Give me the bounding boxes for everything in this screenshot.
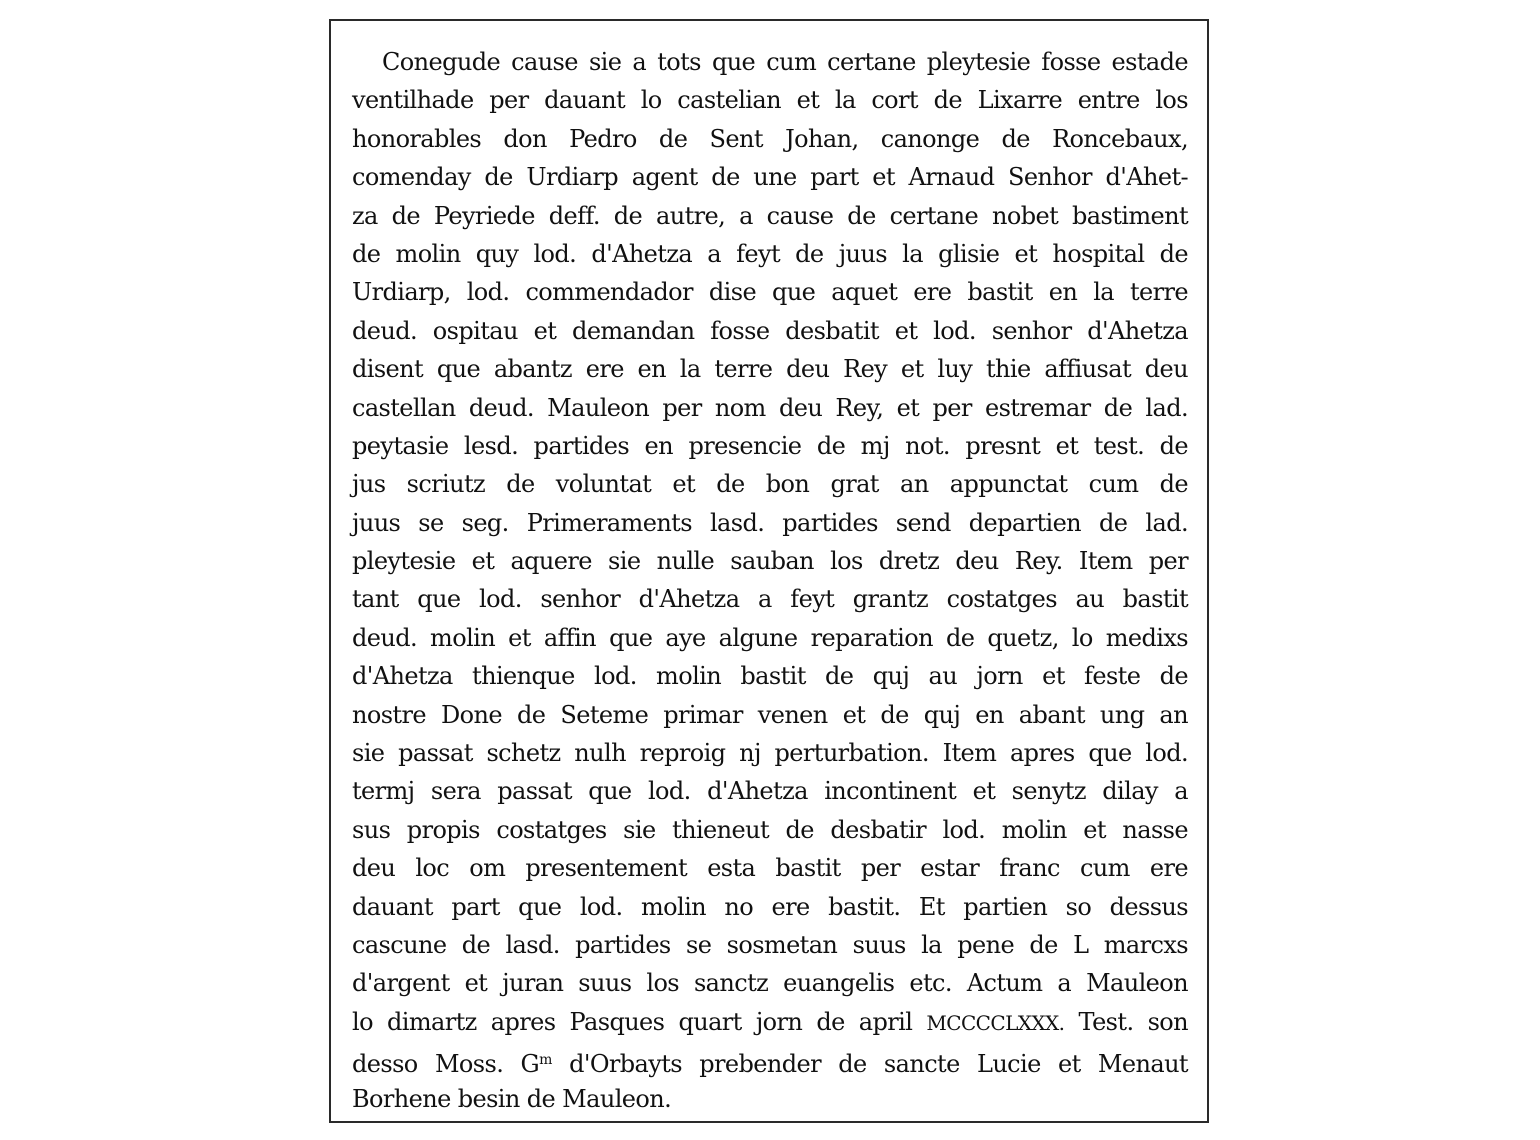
text-line: jus scriutz de voluntat et de bon grat an appunctat cum de <box>352 470 1188 499</box>
text-line: deud. molin et affin que aye algune reparation de quetz, lo medixs <box>352 623 1188 652</box>
witness-text-before: desso Moss. G <box>352 1050 540 1079</box>
document-text <box>352 43 1188 1118</box>
text-line: ventilhade per dauant lo castelian et la cort de Lixarre entre los <box>352 86 1188 115</box>
text-line: nostre Done de Seteme primar venen et de quj en abant ung an <box>352 700 1188 729</box>
superscript-abbrev: m <box>539 1052 552 1069</box>
date-text-before: lo dimartz apres Pasques quart jorn de april <box>352 1007 927 1036</box>
text-line: de molin quy lod. d'Ahetza a feyt de juus la glisie et hospital de <box>352 239 1188 268</box>
witness-text-after: d'Orbayts prebender de sancte Lucie et Menaut <box>551 1050 1188 1079</box>
text-line: cascune de lasd. partides se sosmetan suus la pene de L marcxs <box>352 930 1188 959</box>
text-line: d'argent et juran suus los sanctz euangelis etc. Actum a Mauleon <box>352 969 1188 998</box>
text-line: termj sera passat que lod. d'Ahetza incontinent et senytz dilay a <box>352 777 1188 806</box>
text-line: deud. ospitau et demandan fosse desbatit et lod. senhor d'Ahetza <box>352 316 1188 345</box>
text-line: tant que lod. senhor d'Ahetza a feyt grantz costatges au bastit <box>352 585 1188 614</box>
text-line-witnesses <box>352 1041 1188 1079</box>
text-line: Conegude cause sie a tots que cum certane pleytesie fosse estade <box>382 48 1188 76</box>
text-line: d'Ahetza thienque lod. molin bastit de quj au jorn et feste de <box>352 662 1188 691</box>
text-line: disent que abantz ere en la terre deu Rey et luy thie affiusat deu <box>352 355 1188 384</box>
text-line: Urdiarp, lod. commendador dise que aquet ere bastit en la terre <box>352 278 1188 307</box>
text-line-final: Borhene besin de Mauleon. <box>352 1084 672 1113</box>
text-line: dauant part que lod. molin no ere bastit. Et partien so dessus <box>352 892 1188 921</box>
date-text-after: Test. son <box>1064 1007 1188 1036</box>
text-line: peytasie lesd. partides en presencie de mj not. presnt et test. de <box>352 431 1188 460</box>
text-line: honorables don Pedro de Sent Johan, canonge de Roncebaux, <box>352 124 1188 153</box>
text-line: sie passat schetz nulh reproig nj perturbation. Item apres que lod. <box>352 739 1188 768</box>
text-line: deu loc om presentement esta bastit per estar franc cum ere <box>352 854 1188 883</box>
text-line: comenday de Urdiarp agent de une part et Arnaud Senhor d'Ahet- <box>352 163 1188 192</box>
roman-year: MCCCCLXXX. <box>926 1010 1065 1035</box>
text-line: za de Peyriede deff. de autre, a cause de certane nobet bastiment <box>352 201 1188 230</box>
text-line: juus se seg. Primeraments lasd. partides send departien de lad. <box>352 508 1188 537</box>
document-frame <box>329 19 1209 1123</box>
text-line: sus propis costatges sie thieneut de desbatir lod. molin et nasse <box>352 815 1188 844</box>
text-line: castellan deud. Mauleon per nom deu Rey, et per estremar de lad. <box>352 393 1188 422</box>
text-line: pleytesie et aquere sie nulle sauban los dretz deu Rey. Item per <box>352 547 1188 576</box>
text-line-date <box>352 1003 1188 1041</box>
